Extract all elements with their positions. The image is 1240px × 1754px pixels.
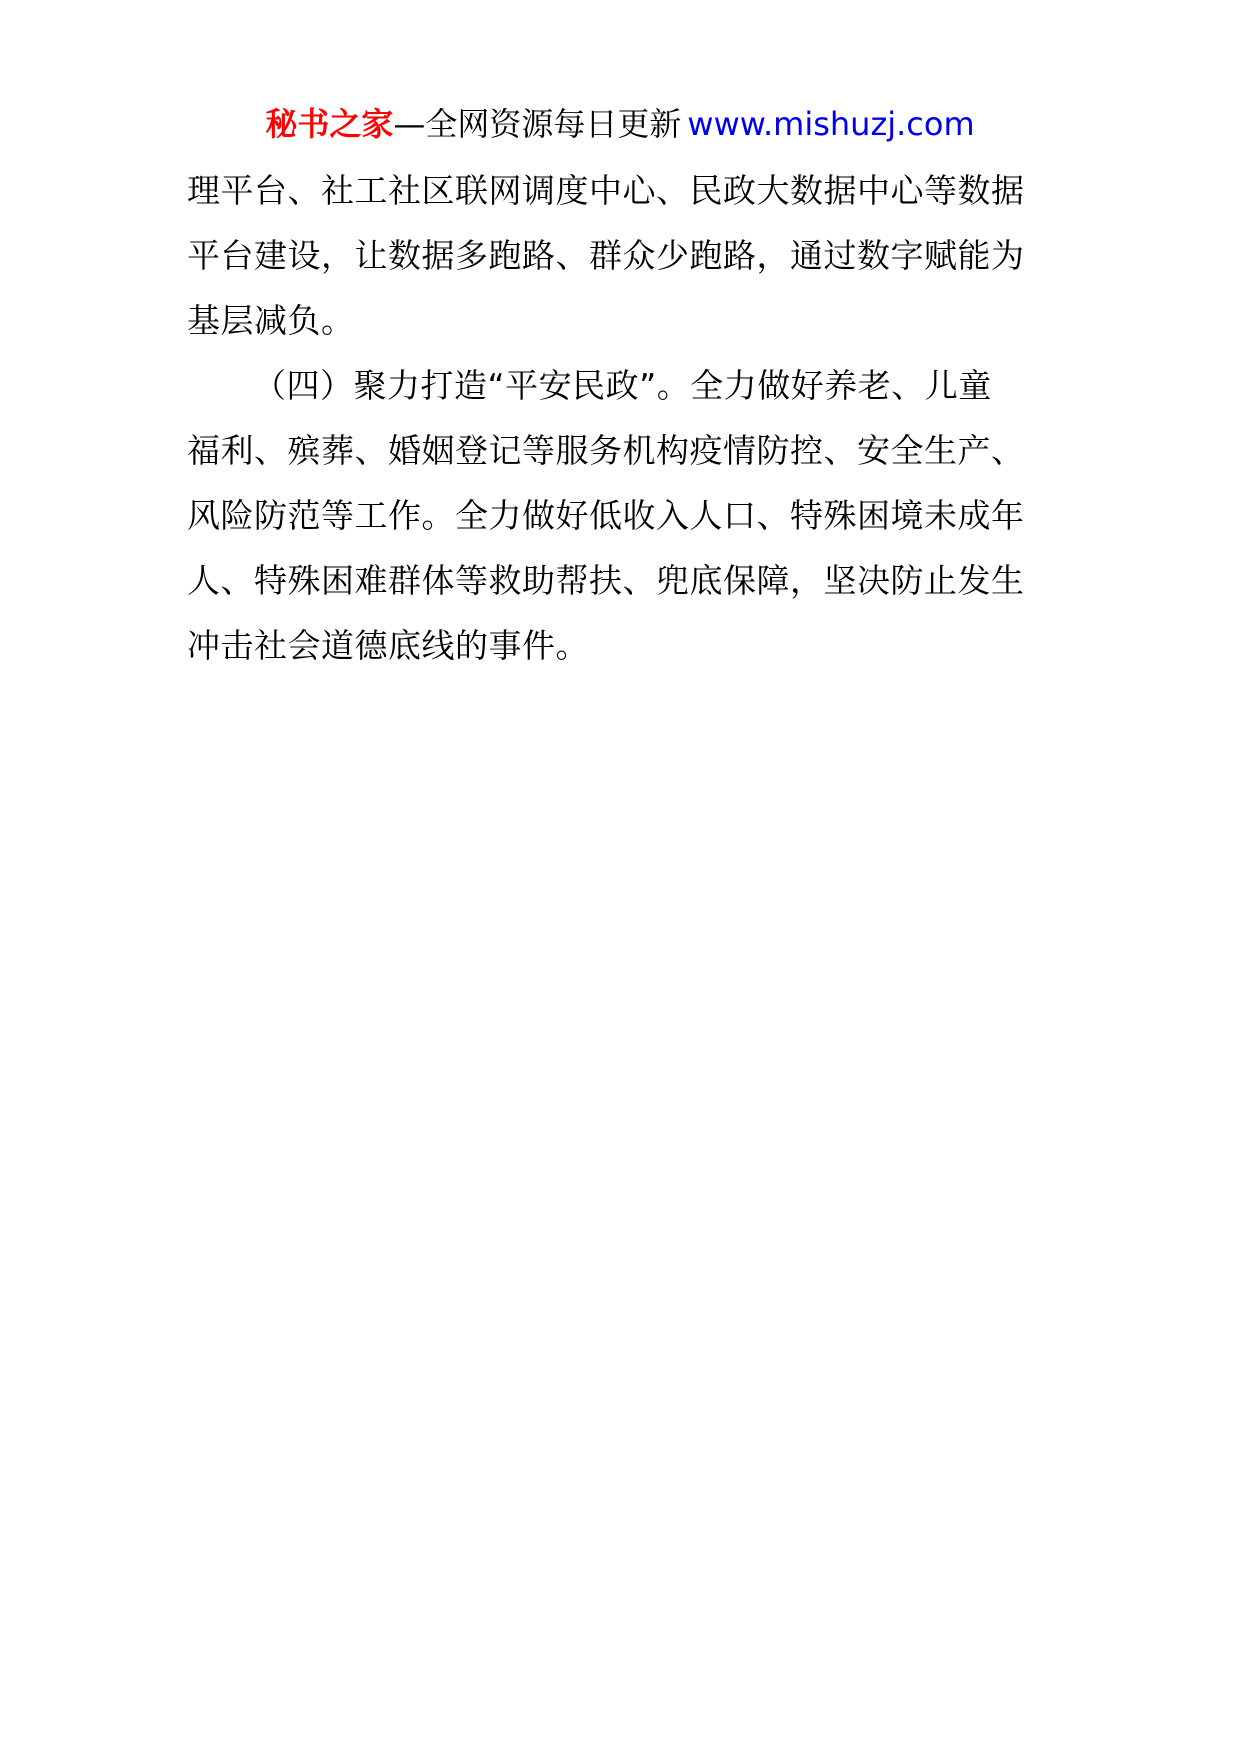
text-line: 福利、殡葬、婚姻登记等服务机构疫情防控、安全生产、 xyxy=(187,431,1025,470)
text-line: 人、特殊困难群体等救助帮扶、兜底保障，坚决防止发生 xyxy=(187,561,1025,600)
paragraph-1 xyxy=(187,158,1056,353)
text-line: 基层减负。 xyxy=(187,301,355,340)
text-line: 冲击社会道德底线的事件。 xyxy=(187,626,589,665)
site-url-link[interactable]: www.mishuzj.com xyxy=(687,105,975,143)
text-line: 风险防范等工作。全力做好低收入人口、特殊困境未成年 xyxy=(187,496,1025,535)
document-body xyxy=(187,158,1056,678)
text-line: （四）聚力打造“平安民政”。全力做好养老、儿童 xyxy=(253,366,992,405)
page-header xyxy=(0,98,1240,150)
site-tagline: —全网资源每日更新 xyxy=(393,105,682,143)
paragraph-2 xyxy=(187,353,1056,678)
site-brand: 秘书之家 xyxy=(265,105,394,143)
text-line: 理平台、社工社区联网调度中心、民政大数据中心等数据 xyxy=(187,171,1025,210)
text-line: 平台建设，让数据多跑路、群众少跑路，通过数字赋能为 xyxy=(187,236,1025,275)
